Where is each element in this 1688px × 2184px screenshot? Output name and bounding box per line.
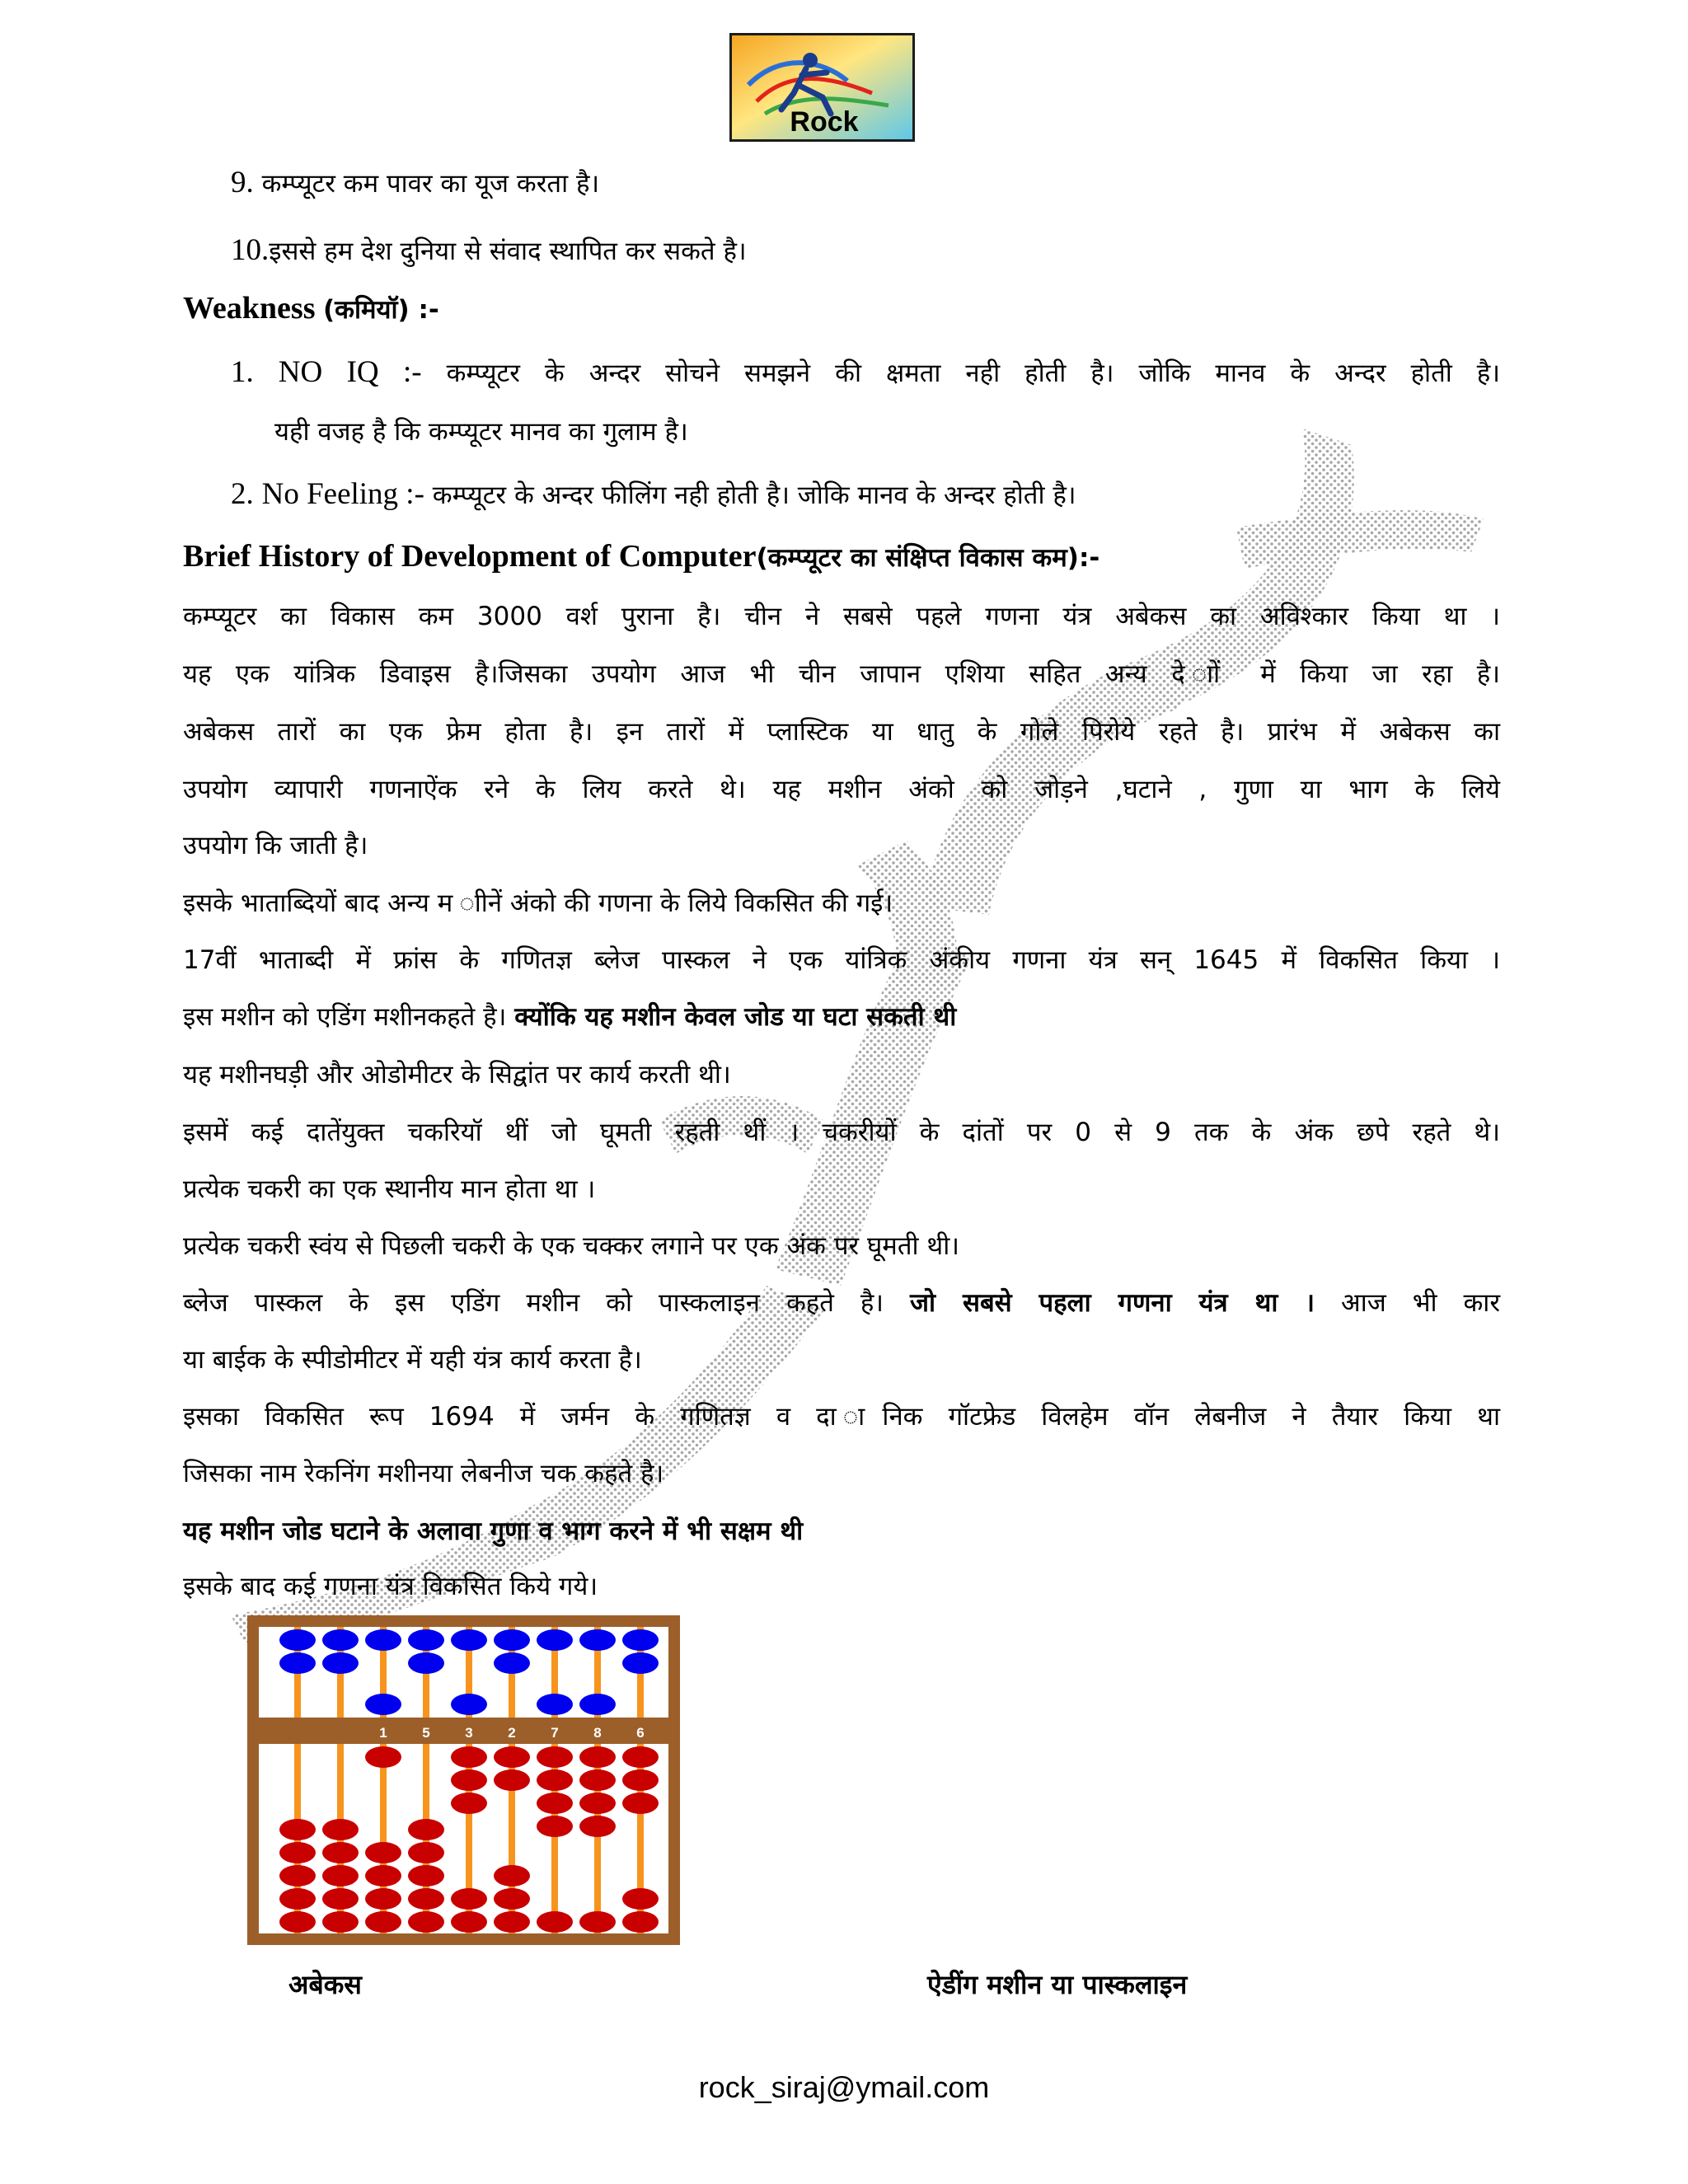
abacus-bead	[322, 1652, 359, 1674]
abacus-bead	[322, 1819, 359, 1840]
paragraph-line: प्रत्येक चकरी का एक स्थानीय मान होता था ।	[183, 1174, 596, 1204]
paragraph-line: यह मशीनघड़ी और ओडोमीटर के सिद्वांत पर कार्य करती थी।	[183, 1060, 731, 1090]
abacus-digit: 6	[636, 1725, 645, 1741]
abacus-bead	[537, 1746, 573, 1768]
list-text: इससे हम देश दुनिया से संवाद स्थापित कर सकते है।	[269, 237, 747, 266]
abacus-bead	[494, 1911, 530, 1933]
list-text: कम्प्यूटर कम पावर का यूज करता है।	[261, 169, 600, 199]
abacus-bead	[537, 1793, 573, 1814]
abacus-digit: 3	[465, 1725, 473, 1741]
abacus-bead	[451, 1888, 487, 1910]
abacus-bead	[579, 1694, 616, 1715]
paragraph-line: इसका विकसित रूप 1694 में जर्मन के गणितज्ञ व दा ानिक गॉटफ्रेड विलहेम वॉन लेबनीज ने तैयार किया था	[183, 1402, 1500, 1432]
weakness-heading: Weakness (कमियॉ) :-	[183, 291, 439, 326]
abacus-bead	[494, 1865, 530, 1886]
abacus-bead	[622, 1652, 659, 1674]
abacus-digit: 1	[379, 1725, 387, 1741]
abacus-bead	[279, 1911, 316, 1933]
abacus-bead	[365, 1888, 401, 1910]
abacus-bead	[622, 1769, 659, 1791]
abacus-bead	[494, 1652, 530, 1674]
abacus-bead	[322, 1911, 359, 1933]
abacus-bead	[622, 1793, 659, 1814]
abacus-bead	[322, 1842, 359, 1863]
list-number: 9.	[231, 166, 254, 199]
abacus-bead	[451, 1769, 487, 1791]
abacus-bead	[279, 1819, 316, 1840]
abacus-bead	[622, 1629, 659, 1651]
abacus-bead	[494, 1888, 530, 1910]
paragraph-line: उपयोग कि जाती है।	[183, 831, 368, 860]
abacus-bead	[622, 1888, 659, 1910]
abacus-bead	[494, 1629, 530, 1651]
abacus-bead	[279, 1652, 316, 1674]
abacus-bead	[408, 1911, 444, 1933]
abacus-bead	[365, 1694, 401, 1715]
paragraph-line-bold: यह मशीन जोड घटाने के अलावा गुणा व भाग करने में भी सक्षम थी	[183, 1516, 804, 1546]
abacus-bead	[322, 1888, 359, 1910]
paragraph-line: यह एक यांत्रिक डिवाइस है।जिसका उपयोग आज भी चीन जापान एशिया सहित अन्य दे ाों में किया जा रहा है।	[183, 659, 1500, 689]
abacus-bead	[451, 1746, 487, 1768]
footer-email: rock_siraj@ymail.com	[698, 2070, 990, 2104]
list-number: 10.	[231, 233, 270, 267]
logo-text: Rock	[790, 106, 859, 138]
abacus-bead	[537, 1694, 573, 1715]
list-item	[231, 165, 1500, 202]
abacus-bead	[322, 1865, 359, 1886]
abacus-bead	[365, 1865, 401, 1886]
abacus-bead	[408, 1865, 444, 1886]
abacus-bead	[579, 1746, 616, 1768]
abacus-bead	[408, 1819, 444, 1840]
weakness-item-1: 1. NO IQ :- कम्प्यूटर के अन्दर सोचने समझने की क्षमता नही होती है। जोकि मानव के अन्दर होती है।	[231, 355, 1500, 389]
abacus-digit: 5	[422, 1725, 430, 1741]
abacus-bead	[579, 1793, 616, 1814]
abacus-bead	[537, 1816, 573, 1837]
abacus-bead	[365, 1911, 401, 1933]
paragraph-line: जिसका नाम रेकनिंग मशीनया लेबनीज चक कहते है।	[183, 1459, 664, 1488]
bold-emphasis: क्योंकि यह मशीन केवल जोड या घटा सकती थी	[514, 1002, 957, 1032]
abacus-bead	[622, 1746, 659, 1768]
abacus-bead	[579, 1911, 616, 1933]
abacus-bead	[279, 1629, 316, 1651]
bold-emphasis: जो सबसे पहला गणना यंत्र था ।	[910, 1288, 1315, 1318]
abacus-bead	[408, 1888, 444, 1910]
abacus-bead	[322, 1629, 359, 1651]
abacus-bead	[451, 1694, 487, 1715]
paragraph-line: इसमें कई दातेंयुक्त चकरियॉ थीं जो घूमती रहती थीं । चकरीयों के दांतों पर 0 से 9 तक के अंक छपे रहते थे।	[183, 1118, 1500, 1147]
paragraph-line: इसके बाद कई गणना यंत्र विकसित किये गये।	[183, 1572, 598, 1601]
abacus-bead	[451, 1793, 487, 1814]
abacus-digit: 7	[551, 1725, 559, 1741]
abacus-bead	[451, 1629, 487, 1651]
weakness-item-1-cont: यही वजह है कि कम्प्यूटर मानव का गुलाम है।	[274, 417, 688, 447]
history-heading: Brief History of Development of Computer(कम्प्यूटर का संक्षिप्त विकास कम):-	[183, 539, 1100, 574]
paragraph-line: उपयोग व्यापारी गणनाऐंक रने के लिय करते थे। यह मशीन अंको को जोड़ने ,घटाने , गुणा या भाग के लिये	[183, 775, 1500, 804]
pascaline-caption: ऐडींग मशीन या पास्कलाइन	[927, 1969, 1188, 2000]
paragraph-line: प्रत्येक चकरी स्वंय से पिछली चकरी के एक चक्कर लगाने पर एक अंक पर घूमती थी।	[183, 1231, 959, 1261]
abacus-bead	[579, 1769, 616, 1791]
abacus-bead	[494, 1769, 530, 1791]
paragraph-line: 17वीं भाताब्दी में फ्रांस के गणितज्ञ ब्लेज पास्कल ने एक यांत्रिक अंकीय गणना यंत्र सन् 1645 में विकसित किया ।	[183, 945, 1500, 975]
paragraph-line: इसके भाताब्दियों बाद अन्य म ाीनें अंको की गणना के लिये विकसित की गई।	[183, 888, 893, 918]
abacus-bead	[537, 1629, 573, 1651]
abacus-bead	[365, 1629, 401, 1651]
abacus-bead	[579, 1816, 616, 1837]
paragraph-line: या बाईक के स्पीडोमीटर में यही यंत्र कार्य करता है।	[183, 1345, 642, 1375]
abacus-bead	[279, 1888, 316, 1910]
paragraph-line: कम्प्यूटर का विकास कम 3000 वर्श पुराना है। चीन ने सबसे पहले गणना यंत्र अबेकस का अविश्कार किया था ।	[183, 602, 1500, 631]
abacus-bead	[408, 1842, 444, 1863]
abacus-bead	[408, 1652, 444, 1674]
abacus-bead	[451, 1911, 487, 1933]
abacus-bead	[365, 1746, 401, 1768]
abacus-bead	[537, 1911, 573, 1933]
abacus-bead	[279, 1865, 316, 1886]
abacus-digit: 2	[508, 1725, 516, 1741]
paragraph-line: ब्लेज पास्कल के इस एडिंग मशीन को पास्कलाइन कहते है। जो सबसे पहला गणना यंत्र था । आज भी कार	[183, 1288, 1501, 1318]
abacus-bead	[537, 1769, 573, 1791]
rock-logo	[729, 33, 915, 142]
weakness-item-2: 2. No Feeling :- कम्प्यूटर के अन्दर फीलिंग नही होती है। जोकि मानव के अन्दर होती है।	[231, 477, 1076, 511]
abacus-bead	[579, 1629, 616, 1651]
abacus-bead	[279, 1842, 316, 1863]
abacus-bead	[365, 1842, 401, 1863]
paragraph-line: अबेकस तारों का एक फ्रेम होता है। इन तारों में प्लास्टिक या धातु के गोले पिरोये रहते है। प्रारंभ में अबेकस का	[183, 717, 1500, 747]
abacus-bead	[494, 1746, 530, 1768]
abacus-bead	[622, 1911, 659, 1933]
abacus-caption: अबेकस	[288, 1969, 362, 2000]
list-item	[231, 232, 1500, 269]
abacus-digit: 8	[593, 1725, 602, 1741]
paragraph-line: इस मशीन को एडिंग मशीनकहते है। क्योंकि यह मशीन केवल जोड या घटा सकती थी	[183, 1002, 957, 1032]
abacus-image	[247, 1615, 680, 1945]
abacus-bead	[408, 1629, 444, 1651]
